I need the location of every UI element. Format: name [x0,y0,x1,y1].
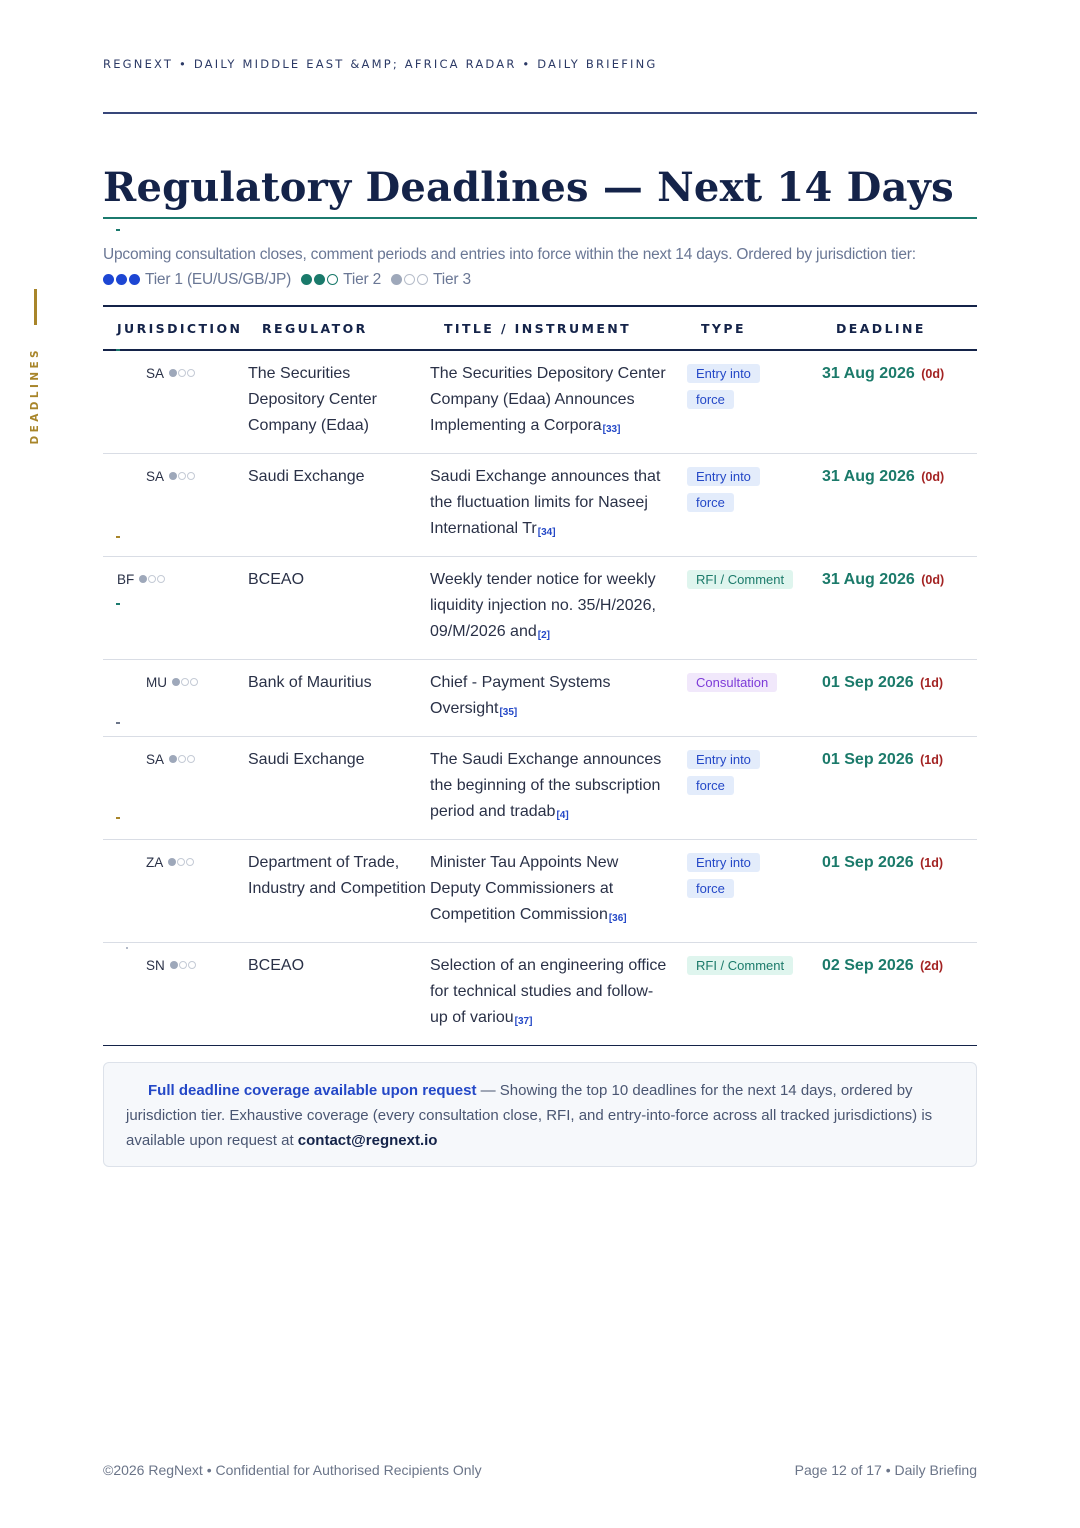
side-accent-bar [34,289,37,325]
deadline-date: 02 Sep 2026 [822,957,914,974]
side-section-label: DEADLINES [29,347,41,445]
type-badge: Consultation [687,673,777,692]
tier-dot-empty-icon [187,472,195,480]
table-row [103,840,977,943]
regulator-cell [248,943,430,1046]
legend-label: Tier 2 [343,271,382,288]
deadline-date: 01 Sep 2026 [822,854,914,871]
instrument-title: The Securities Depository Center Company (Edaa) Announces Implementing a Corpora [430,365,666,434]
tier-dot-icon [169,755,177,763]
type-cell [687,943,822,1046]
legend-label: Tier 3 [433,271,471,288]
tier-dot-icon [170,961,178,969]
jurisdiction-code: MU [146,675,167,690]
deadline-relative: (1d) [920,676,943,690]
legend-tier-1 [103,267,291,292]
tier-dot-icon [116,274,127,285]
jurisdiction-code: ZA [146,855,164,870]
deadline-date: 31 Aug 2026 [822,468,915,485]
title-divider [103,217,977,219]
accent-tick [116,603,120,605]
running-header: REGNEXT • DAILY MIDDLE EAST &AMP; AFRICA RADAR • DAILY BRIEFING [103,57,658,71]
intro-text: Upcoming consultation closes, comment periods and entries into force within the next 14 days. Ordered by jurisdiction tier: [103,246,916,263]
header-divider [103,112,977,114]
reference-link[interactable]: [2] [537,630,550,641]
table-row [103,454,977,557]
deadline-cell [822,557,977,660]
coverage-note-lead: Full deadline coverage available upon request [148,1082,477,1099]
regulator-cell [248,840,430,943]
type-wrap [687,850,751,902]
type-badge: RFI / Comment [687,570,793,589]
deadline-relative: (0d) [921,367,945,381]
deadline-relative: (2d) [920,959,943,973]
title-cell [430,454,687,557]
tier-dot-empty-icon [178,755,186,763]
accent-tick [116,536,120,538]
column-header-deadline: DEADLINE [822,306,977,350]
accent-tick [116,722,120,724]
type-badge: Entry into force [687,364,760,409]
reference-link[interactable]: [37] [514,1016,533,1027]
tier-dot-icon [169,369,177,377]
instrument-title: Weekly tender notice for weekly liquidity injection no. 35/H/2026, 09/M/2026 and [430,571,656,640]
tier-dot-icon [314,274,325,285]
table-row [103,350,977,454]
type-badge: Entry into force [687,467,760,512]
jurisdiction-code: SA [146,469,165,484]
deadlines-table [103,305,977,1046]
jurisdiction-code: SA [146,366,165,381]
regulator-cell [248,737,430,840]
tier-dot-empty-icon [178,369,186,377]
tier-dot-icon [129,274,140,285]
type-cell [687,737,822,840]
type-cell [687,454,822,557]
reference-link[interactable]: [4] [556,810,569,821]
deadline-relative: (1d) [920,856,943,870]
deadline-relative: (0d) [921,573,945,587]
regulator-name: The Securities Depository Center Company (Edaa) [248,365,377,434]
type-wrap [687,747,751,799]
tier-dot-empty-icon [187,369,195,377]
deadline-cell [822,454,977,557]
instrument-title: Chief - Payment Systems Oversight [430,674,611,717]
intro-paragraph [103,242,977,293]
regulator-name: Department of Trade, Industry and Competition [248,854,426,897]
deadline-date: 31 Aug 2026 [822,571,915,588]
legend-tier-3 [391,267,471,292]
accent-tick [116,817,120,819]
instrument-title: Selection of an engineering office for technical studies and follow-up of variou [430,957,667,1026]
tier-dot-empty-icon [179,961,187,969]
jurisdiction-cell [103,454,248,557]
tier-dot-empty-icon [186,858,194,866]
tier-dot-icon [103,274,114,285]
regulator-name: BCEAO [248,957,305,974]
instrument-title: The Saudi Exchange announces the beginning of the subscription period and tradab [430,751,662,820]
regulator-cell [248,660,430,737]
tier-dot-empty-icon [327,274,338,285]
column-header-jurisdiction: JURISDICTION [103,306,248,350]
tier-dot-icon [169,472,177,480]
type-wrap [687,571,793,588]
tier-dot-icon [139,575,147,583]
instrument-title: Minister Tau Appoints New Deputy Commissioners at Competition Commission [430,854,619,923]
deadline-date: 01 Sep 2026 [822,674,914,691]
table-row [103,943,977,1046]
footer-copyright: ©2026 RegNext • Confidential for Authorised Recipients Only [103,1462,482,1478]
type-wrap [687,464,751,516]
jurisdiction-code: SN [146,958,165,973]
deadline-date: 31 Aug 2026 [822,365,915,382]
column-header-title: TITLE / INSTRUMENT [430,306,687,350]
regulator-name: Saudi Exchange [248,468,365,485]
title-cell [430,737,687,840]
coverage-note [103,1062,977,1167]
jurisdiction-cell [103,557,248,660]
deadline-cell [822,660,977,737]
regulator-cell [248,454,430,557]
deadline-cell [822,943,977,1046]
regulator-name: BCEAO [248,571,305,588]
tier-dot-empty-icon [177,858,185,866]
accent-tick [116,349,120,351]
title-cell [430,660,687,737]
deadline-relative: (1d) [920,753,943,767]
legend-tier-2 [301,267,381,292]
tier-dot-empty-icon [181,678,189,686]
deadline-date: 01 Sep 2026 [822,751,914,768]
column-header-regulator: REGULATOR [248,306,430,350]
contact-email-link[interactable]: contact@regnext.io [297,1132,438,1149]
title-cell [430,840,687,943]
table-row [103,660,977,737]
regulator-name: Saudi Exchange [248,751,365,768]
title-cell [430,350,687,454]
reference-link[interactable]: [34] [537,527,556,538]
deadline-relative: (0d) [921,470,945,484]
table-row [103,557,977,660]
title-cell [430,557,687,660]
tier-dot-empty-icon [404,274,415,285]
type-cell [687,840,822,943]
type-badge: RFI / Comment [687,956,793,975]
type-wrap [687,674,777,691]
footer-page-info: Page 12 of 17 • Daily Briefing [794,1462,977,1478]
table-row [103,737,977,840]
jurisdiction-cell [103,737,248,840]
legend-label: Tier 1 (EU/US/GB/JP) [145,271,292,288]
tier-dot-empty-icon [417,274,428,285]
jurisdiction-code: BF [117,572,135,587]
deadline-cell [822,840,977,943]
tier-dot-empty-icon [190,678,198,686]
tier-dot-icon [168,858,176,866]
regulator-cell [248,557,430,660]
type-cell [687,350,822,454]
tier-dot-empty-icon [148,575,156,583]
type-wrap [687,957,793,974]
tier-dot-icon [301,274,312,285]
type-badge: Entry into force [687,853,760,898]
jurisdiction-cell [103,943,248,1046]
jurisdiction-cell [103,350,248,454]
page-title: Regulatory Deadlines — Next 14 Days [103,164,954,211]
reference-link[interactable]: [35] [499,707,518,718]
tier-dot-empty-icon [187,755,195,763]
type-cell [687,557,822,660]
tier-dot-icon [172,678,180,686]
column-header-type: TYPE [687,306,822,350]
regulator-cell [248,350,430,454]
regulator-name: Bank of Mauritius [248,674,372,691]
jurisdiction-cell [103,660,248,737]
type-badge: Entry into force [687,750,760,795]
tier-dot-empty-icon [178,472,186,480]
deadline-cell [822,350,977,454]
instrument-title: Saudi Exchange announces that the fluctuation limits for Naseej International Tr [430,468,661,537]
tier-dot-empty-icon [188,961,196,969]
deadline-cell [822,737,977,840]
accent-dot [126,947,128,949]
title-cell [430,943,687,1046]
type-wrap [687,361,751,413]
reference-link[interactable]: [33] [602,424,621,435]
tier-dot-icon [391,274,402,285]
type-cell [687,660,822,737]
table-header-row [103,306,977,350]
reference-link[interactable]: [36] [608,913,627,924]
accent-tick [116,229,120,231]
coverage-note-body: — Showing the top 10 deadlines for the next 14 days, ordered by jurisdiction tier. Exhaustive coverage (every consultation close, RFI, and entry-into-force across all tracked jurisdictions) is available upon request at [126,1082,933,1149]
tier-legend [103,267,481,292]
jurisdiction-cell [103,840,248,943]
jurisdiction-code: SA [146,752,165,767]
tier-dot-empty-icon [157,575,165,583]
